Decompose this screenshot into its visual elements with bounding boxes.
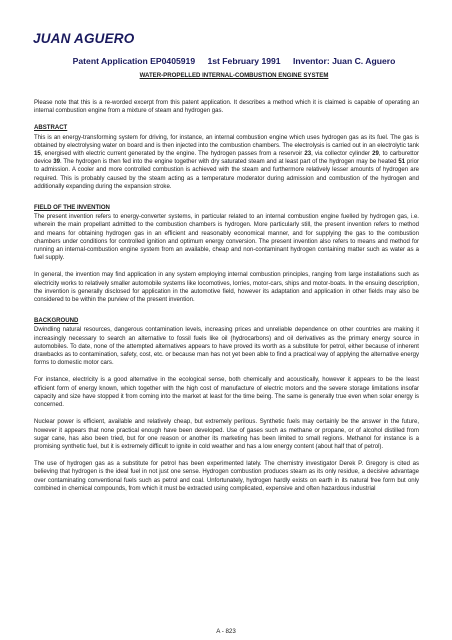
application-date: 1st February 1991 (207, 56, 281, 66)
ref-number: 29 (372, 151, 379, 158)
abstract-heading: ABSTRACT (34, 125, 68, 132)
ref-number: 39 (53, 159, 61, 166)
page-title: JUAN AGUERO (33, 31, 135, 46)
ref-number: 15 (34, 151, 41, 158)
background-paragraph-3: Nuclear power is efficient, available and relatively cheap, but extremely perilous. Synthetic fuels may certainly be the answer in the future, however it appears that none practical enough have been developed. Use of gases such as methane or propane, or of alcohol distilled from sugar cane, has also been tried, but for one reason or another its marketing has been limited to small regions. Methanol for instance is a promising synthetic fuel, but it is extremely difficult to ignite in cold weather and has a low energy content (about half that of petrol). (34, 419, 419, 450)
page-number: A - 823 (216, 628, 236, 635)
background-paragraph-4: The use of hydrogen gas as a substitute for petrol has been experimented lately. The chemistry investigator Derek P. Gregory is cited as believing that hydrogen is the ideal fuel in not just one sense. Hydrogen combustion produces steam as its only residue, a decisive advantage over contaminating conventional fuels such as petrol and coal. Unfortunately, hydrogen hardly exists on earth in its natural free form but only combined in chemical compounds, from which it must be extracted using complicated, expensive and often hazardous industrial (34, 461, 419, 492)
field-heading: FIELD OF THE INVENTION (34, 205, 110, 212)
abstract-text: . The hydrogen is then fed into the engine together with dry saturated steam and at least part of the hydrogen may be heated (60, 159, 399, 166)
application-number: Patent Application EP0405919 (72, 56, 196, 66)
document-subtitle: WATER-PROPELLED INTERNAL-COMBUSTION ENGINE SYSTEM (139, 72, 329, 79)
background-heading: BACKGROUND (34, 318, 79, 325)
intro-paragraph: Please note that this is a re-worded excerpt from this patent application. It describes a method which it is claimed is capable of operating an internal combustion engine from a mixture of steam and hydrogen gas. (34, 100, 419, 115)
field-paragraph-2: In general, the invention may find application in any system employing internal combustion principles, ranging from large installations such as electricity works to relatively smaller automobile systems like locomotives, lorries, motor-cars, ships and motor-boats. In the ensuing description, the invention is generally disclosed for application in the automotive field, however its adaptation and application in other fields may also be considered to be within the purview of the present invention. (34, 272, 419, 304)
document-body (34, 99, 419, 502)
background-paragraph-2: For instance, electricity is a good alternative in the ecological sense, both chemically and acoustically, however it appears to be the least efficient form of energy known, which together with the high cost of manufacture of electric motors and the severe storage limitations insofar capacity and size have stopped it from coming into the market at least for the time being. The same is generally true even when solar energy is concerned. (34, 377, 419, 409)
abstract-text: This is an energy-transforming system for driving, for instance, an internal combustion engine which uses hydrogen gas as its fuel. The gas is obtained by electrolysing water on board and is then injected into the combustion chambers. The electrolysis is carried out in an electrolytic tank (34, 134, 419, 149)
inventor-name: Inventor: Juan C. Aguero (292, 56, 396, 66)
background-paragraph-1: Dwindling natural resources, dangerous contamination levels, increasing prices and unreliable dependence on other countries are making it increasingly necessary to search an alternative to fossil fuels like oil (hydrocarbons) and oil derivatives as the primary energy source in automobiles. To date, none of the attempted alternatives appears to have proved its worth as a substitute for petrol, either because of inherent drawbacks as to contamination, safety, cost, etc. or because man has not yet been able to find a practical way of applying the alternative energy forms to domestic motor cars. (34, 327, 419, 367)
abstract-text: prior to admission. A cooler and more controlled combustion is achieved with the steam and furthermore relatively lesser amounts of hydrogen are required. This is probably caused by the steam acting as a temperature moderator during admission and combustion of the hydrogen and additionally expanding during the expansion stroke. (34, 159, 419, 190)
ref-number: 23 (304, 151, 312, 158)
field-paragraph-1: The present invention refers to energy-converter systems, in particular related to an internal combustion engine fuelled by hydrogen gas, i.e. wherein the main propellant admitted to the combustion chambers is hydrogen. More particularly still, the present invention refers to method and means for obtaining hydrogen gas in an efficient and reasonably economical manner, and for supplying the gas to the combustion chambers under conditions for controlled ignition and optimum energy conversion. The present invention also refers to means and method for running an internal-combustion engine system from an available, cheap and non-contaminant hydrogen containing matter such as water as a fuel supply. (34, 214, 419, 262)
abstract-text: , to carburettor device (34, 151, 419, 166)
abstract-text: , energised with electric current generated by the engine. The hydrogen passes from a reservoir (40, 151, 305, 158)
abstract-text: , via collector cylinder (311, 151, 373, 158)
ref-number: 51 (398, 159, 406, 166)
abstract-paragraph (34, 134, 419, 191)
patent-info-line (34, 56, 434, 66)
